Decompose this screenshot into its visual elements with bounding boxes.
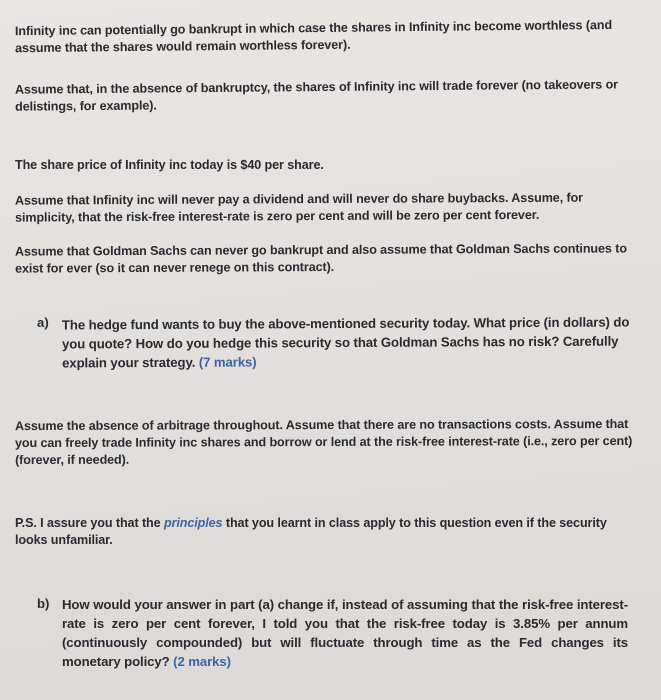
ps-note-principles: principles bbox=[163, 516, 223, 530]
question-b-text bbox=[62, 595, 628, 671]
question-a-marks: (7 marks) bbox=[198, 354, 257, 370]
paragraph-no-arbitrage: Assume the absence of arbitrage throughout. Assume that there are no transactions costs. Assume that you can freely trade Infinity inc shares and borrow or lend at the risk-free interest-rate (i.e., zero per cent) (forever, if needed). bbox=[14, 416, 633, 468]
question-a-letter: a) bbox=[37, 315, 49, 330]
paragraph-bankruptcy: Infinity inc can potentially go bankrupt in which case the shares in Infinity inc become worthless (and assume that the shares would remain worthless forever). bbox=[14, 17, 613, 56]
paragraph-share-price: The share price of Infinity inc today is $40 per share. bbox=[15, 158, 324, 172]
question-b-body: How would your answer in part (a) change if, instead of assuming that the risk-free interest-rate is zero per cent forever, I told you that the risk-free today is 3.85% per annum (continuously compounded) but will fluctuate through time as the Fed changes its monetary policy? bbox=[62, 597, 628, 669]
ps-note-pre: P.S. I assure you that the bbox=[15, 516, 164, 530]
question-a-body: The hedge fund wants to buy the above-mentioned security today. What price (in dollars) do you quote? How do you hedge this security so that Goldman Sachs has no risk? Carefully explain your strategy. bbox=[61, 314, 630, 371]
question-a-text bbox=[62, 313, 630, 373]
paragraph-ps-note bbox=[15, 515, 635, 549]
ps-note-post: that you learnt in class apply to this question even if the security looks unfamiliar. bbox=[15, 516, 607, 547]
question-b-marks: (2 marks) bbox=[173, 654, 231, 669]
paragraph-dividend-assumption: Assume that Infinity inc will never pay a dividend and will never do share buybacks. Assume, for simplicity, that the risk-free interest-rate is zero per cent and will be zero per cent forever. bbox=[14, 190, 584, 225]
paragraph-trade-forever: Assume that, in the absence of bankruptcy, the shares of Infinity inc will trade forever (no takeovers or delistings, for example). bbox=[14, 77, 618, 114]
paragraph-goldman-sachs: Assume that Goldman Sachs can never go bankrupt and also assume that Goldman Sachs continues to exist for ever (so it can never renege on this contract). bbox=[14, 241, 627, 276]
question-b-letter: b) bbox=[37, 596, 50, 611]
